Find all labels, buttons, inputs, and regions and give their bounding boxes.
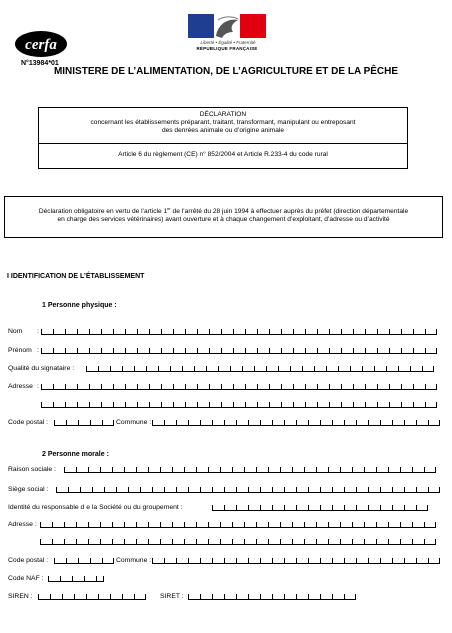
form-number: N°13984*01	[21, 60, 59, 67]
adresse-field-2[interactable]	[41, 402, 437, 408]
cerfa-logo	[14, 30, 68, 58]
notice-line1: Déclaration obligatoire en vertu de l’article 1er de l’arrêté du 28 juin 1994 à effectuer auprès du préfet (direction départementale	[38, 205, 409, 215]
morale-title: 2 Personne morale :	[42, 451, 109, 458]
adresse-field-1[interactable]	[41, 384, 437, 390]
code-postal-field[interactable]	[54, 420, 114, 426]
physique-title: 1 Personne physique :	[42, 302, 117, 309]
raison-sociale-field[interactable]	[64, 467, 436, 473]
naf-label: Code NAF :	[8, 575, 44, 582]
siege-social-field[interactable]	[56, 487, 440, 493]
declaration-header	[39, 108, 407, 144]
naf-field[interactable]	[48, 576, 104, 582]
siren-field[interactable]	[38, 594, 146, 600]
declaration-title: DÉCLARATION	[199, 111, 247, 118]
morale-adresse-label: Adresse :	[8, 521, 37, 528]
morale-adresse-field-2[interactable]	[40, 539, 436, 545]
commune-label: Commune :	[116, 419, 152, 426]
siret-label: SIRET :	[160, 593, 184, 600]
declaration-box	[38, 107, 408, 169]
identite-label: Identité du responsable d e la Société ou du groupement :	[8, 504, 183, 511]
morale-code-postal-label: Code postal :	[8, 557, 49, 564]
declaration-line2: des denrées animale ou d’origine animale	[161, 127, 285, 134]
adresse-label: Adresse	[8, 383, 33, 390]
qualite-field[interactable]	[86, 366, 434, 372]
nom-colon: :	[37, 328, 39, 335]
prenom-colon: :	[37, 347, 39, 354]
adresse-colon: :	[37, 383, 39, 390]
siret-field[interactable]	[188, 594, 356, 600]
ministry-title: MINISTERE DE L’ALIMENTATION, DE L’AGRICULTURE ET DE LA PÊCHE	[53, 66, 399, 77]
siren-label: SIREN :	[8, 593, 33, 600]
prenom-label: Prénom	[8, 347, 32, 354]
commune-field[interactable]	[152, 420, 440, 426]
prenom-field[interactable]	[41, 348, 437, 354]
qualite-label: Qualité du signataire :	[8, 365, 75, 372]
notice-box	[4, 196, 443, 238]
nom-field[interactable]	[41, 329, 437, 335]
morale-commune-label: Commune :	[116, 557, 152, 564]
morale-commune-field[interactable]	[152, 558, 440, 564]
motto: Liberté • Égalité • Fraternité	[200, 40, 256, 45]
morale-adresse-field-1[interactable]	[40, 522, 436, 528]
svg-text:cerfa: cerfa	[25, 37, 57, 53]
section-title: I IDENTIFICATION DE L’ÉTABLISSEMENT	[7, 273, 145, 280]
morale-code-postal-field[interactable]	[54, 558, 114, 564]
identite-field[interactable]	[212, 505, 428, 511]
declaration-line1: concernant les établissements préparant, traitant, transformant, manipulant ou entreposant	[90, 119, 356, 126]
nom-label: Nom	[8, 328, 23, 335]
raison-sociale-label: Raison sociale :	[8, 466, 56, 473]
code-postal-label: Code postal :	[8, 419, 49, 426]
declaration-legal: Article 6 du règlement (CE) n° 852/2004 et Article R.233-4 du code rural	[118, 151, 328, 158]
republic-label: RÉPUBLIQUE FRANÇAISE	[196, 46, 258, 51]
siege-social-label: Siège social :	[8, 486, 49, 493]
notice-line2: en charge des services vétérinaires) avant ouverture et à chaque changement d’exploitant, d’adresse ou d’activité	[57, 216, 390, 223]
